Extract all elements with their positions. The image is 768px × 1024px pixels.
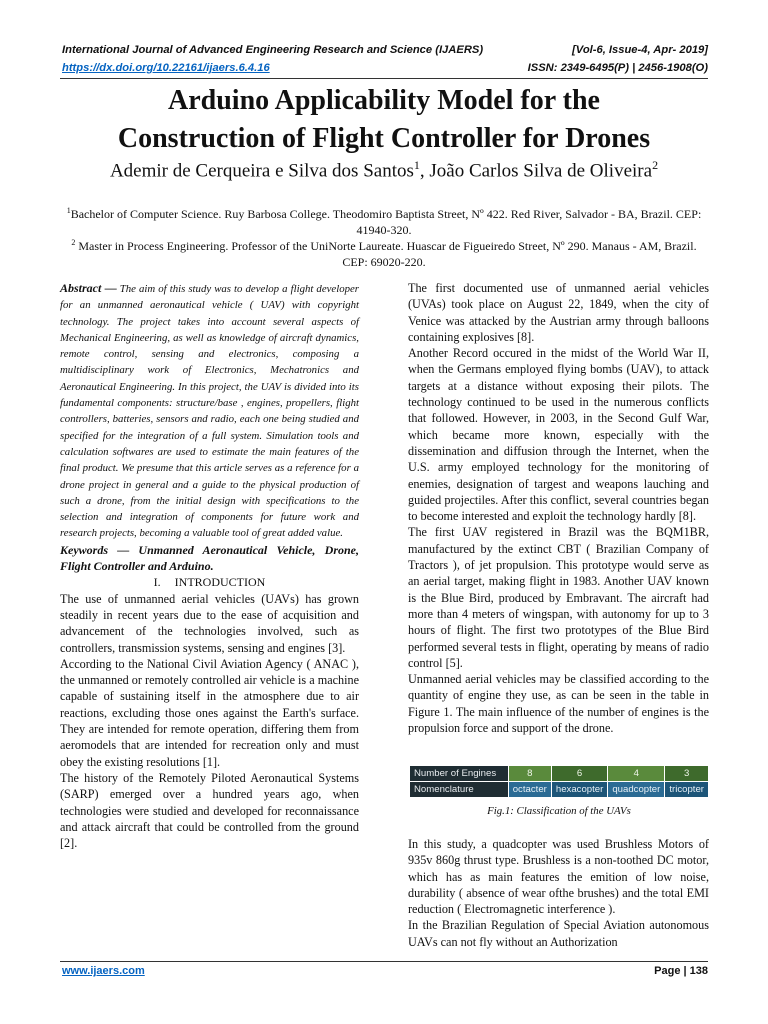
affiliation-1: [60, 203, 708, 238]
section-number: I.: [153, 575, 161, 590]
paragraph: The first documented use of unmanned aerial vehicles (UVAs) took place on August 22, 1849, when the city of Venice was attacked by the Austrian army through balloons containing explosives [8].: [408, 281, 709, 344]
section-heading-introduction: [60, 574, 359, 590]
table-cell: 6: [552, 766, 607, 781]
doi-link[interactable]: https://dx.doi.org/10.22161/ijaers.6.4.16: [62, 62, 270, 74]
table-cell: 4: [608, 766, 664, 781]
journal-website-link[interactable]: www.ijaers.com: [62, 965, 145, 977]
volume-issue: [Vol-6, Issue-4, Apr- 2019]: [572, 44, 708, 56]
paragraph: In the Brazilian Regulation of Special Aviation autonomous UAVs can not fly without an Authorization: [408, 918, 709, 949]
table-row: [410, 782, 708, 797]
affiliation-1-mark: 1: [66, 206, 71, 215]
author-separator: ,: [419, 160, 430, 182]
author-1-affil-mark: 1: [413, 158, 420, 172]
paragraph: The history of the Remotely Piloted Aeronautical Systems (SARP) emerged over a hundred years ago, when technologies were studied and developed for reconnaissance and attack aircraft that could be controlled from the ground [2].: [60, 770, 359, 851]
authors: [40, 158, 728, 182]
title-line-1: Arduino Applicability Model for the: [168, 85, 600, 116]
paragraph: The first UAV registered in Brazil was the BQM1BR, manufactured by the extinct CBT ( Brazilian Company of Tractors ), of jet propulsion. This prototype would serve as an aerial target, making flight in 1983. Another UAV known is the Blue Bird, produced by Embravant. The aircraft had more than 4 meters of wingspan, with autonomy for up to 3 hours of flight. The first two prototypes of the Blue Bird performed several tests in flight, operating by means of radio control [5].: [408, 525, 709, 670]
row-header-engines: Number of Engines: [410, 766, 508, 781]
affiliation-2-mark: 2: [71, 238, 76, 247]
author-2: João Carlos Silva de Oliveira: [429, 160, 653, 182]
figure-1: [409, 765, 709, 798]
abstract-text: The aim of this study was to develop a flight developer for an unmanned aeronautical vehicle ( UAV) with copyright technology. The project takes into account several aspects of Mechanical Engineering, as well as knowledge of aircraft dynamics, remote control, sensing and electronics, composing a multidisciplinary work of Electronics, Mechatronics and Aeronautical Engineering. In this project, the UAV is divided into its fundamental components: structure/base , engines, propellers, flight controllers, batteries, sensors and radio, each one being studied and specified for the integration of a full system. Simulation tools and calculation softwares are used to estimate the main features of the final product. We presume that this article serves as a reference for a drone project in general and a guide to the physical production of such a drone, from the initial design with specifications to the selection and integration of components for future work and research projects, becoming a valuable tool of great added value.: [60, 283, 360, 540]
section-title: INTRODUCTION: [174, 575, 266, 590]
paper-title: [40, 82, 728, 158]
footer-divider: [60, 961, 708, 962]
paragraph: The use of unmanned aerial vehicles (UAVs) has grown steadily in recent years due to the ease of acquisition and advancement of the technologies involved, such as controllers, transmission systems, sensing and engines [3].: [60, 591, 359, 655]
affiliation-2-text: Master in Process Engineering. Professor of the UniNorte Laureate. Huascar de Figueiredo Street, Nº 290. Manaus - AM, Brazil. CEP: 69020-220.: [75, 239, 697, 269]
table-cell: tricopter: [665, 782, 708, 797]
keywords: Keywords — Unmanned Aeronautical Vehicle, Drone, Flight Controller and Arduino.: [60, 542, 359, 574]
journal-name: International Journal of Advanced Engineering Research and Science (IJAERS): [62, 44, 484, 56]
uav-classification-table: [409, 765, 709, 798]
header-divider: [60, 78, 708, 79]
table-cell: octacter: [509, 782, 551, 797]
issn: ISSN: 2349-6495(P) | 2456-1908(O): [527, 62, 708, 74]
author-2-affil-mark: 2: [652, 158, 659, 172]
figure-caption: Fig.1: Classification of the UAVs: [487, 805, 631, 817]
right-column-bottom: [408, 836, 709, 950]
row-header-nomenclature: Nomenclature: [410, 782, 508, 797]
paragraph: In this study, a quadcopter was used Brushless Motors of 935v 860g thrust type. Brushless is a non-toothed DC motor, which has as main features the emition of low noise, durability ( absence of wear ofthe brushes) and the total EMI reduction ( Electromagnetic interference ).: [408, 837, 709, 917]
page-number: Page | 138: [654, 965, 708, 977]
affiliation-1-text: Bachelor of Computer Science. Ruy Barbosa College. Theodomiro Baptista Street, Nº 422. Red River, Salvador - BA, Brazil. CEP: 41940-320.: [70, 207, 702, 237]
table-cell: hexacopter: [552, 782, 607, 797]
left-column: [60, 280, 359, 851]
title-line-2: Construction of Flight Controller for Drones: [117, 123, 651, 154]
paragraph: Another Record occured in the midst of the World War II, when the Germans employed flying bombs (UAV), to attack targets at a distance without exposing their pilots. The technology continued to be used in the numerous conflicts that followed. However, in 2003, in the Second Gulf War, which became more known, especially with the dissemination and diffusion through the Internet, when the U.S. army employed technology for the monitoring of enemies, designation of targest and weapons lauching and guided projectiles. After this conflict, several countries began to become interested and exploit the technology hardly [8].: [408, 346, 709, 524]
abstract: [60, 280, 359, 542]
table-cell: 8: [509, 766, 551, 781]
table-cell: quadcopter: [608, 782, 664, 797]
abstract-label: Abstract —: [60, 281, 117, 295]
table-cell: 3: [665, 766, 708, 781]
paragraph: Unmanned aerial vehicles may be classified according to the quantity of engine they use, as can be seen in the table in Figure 1. The main influence of the number of engines is the propulsion force and support of the drone.: [408, 672, 709, 736]
right-column-top: [408, 280, 709, 736]
paragraph: According to the National Civil Aviation Agency ( ANAC ), the unmanned or remotely controlled air vehicle is a machine capable of sustaining itself in the atmosphere due to air reactions, excluding those ones against the Earth's surface. They are intended for remote operation, differing them from aeromodels that are intended for recreation only and must obey the existing resolutions [1].: [60, 656, 359, 769]
affiliation-2: [60, 235, 708, 270]
author-1: Ademir de Cerqueira e Silva dos Santos: [109, 160, 414, 182]
table-row: [410, 766, 708, 781]
